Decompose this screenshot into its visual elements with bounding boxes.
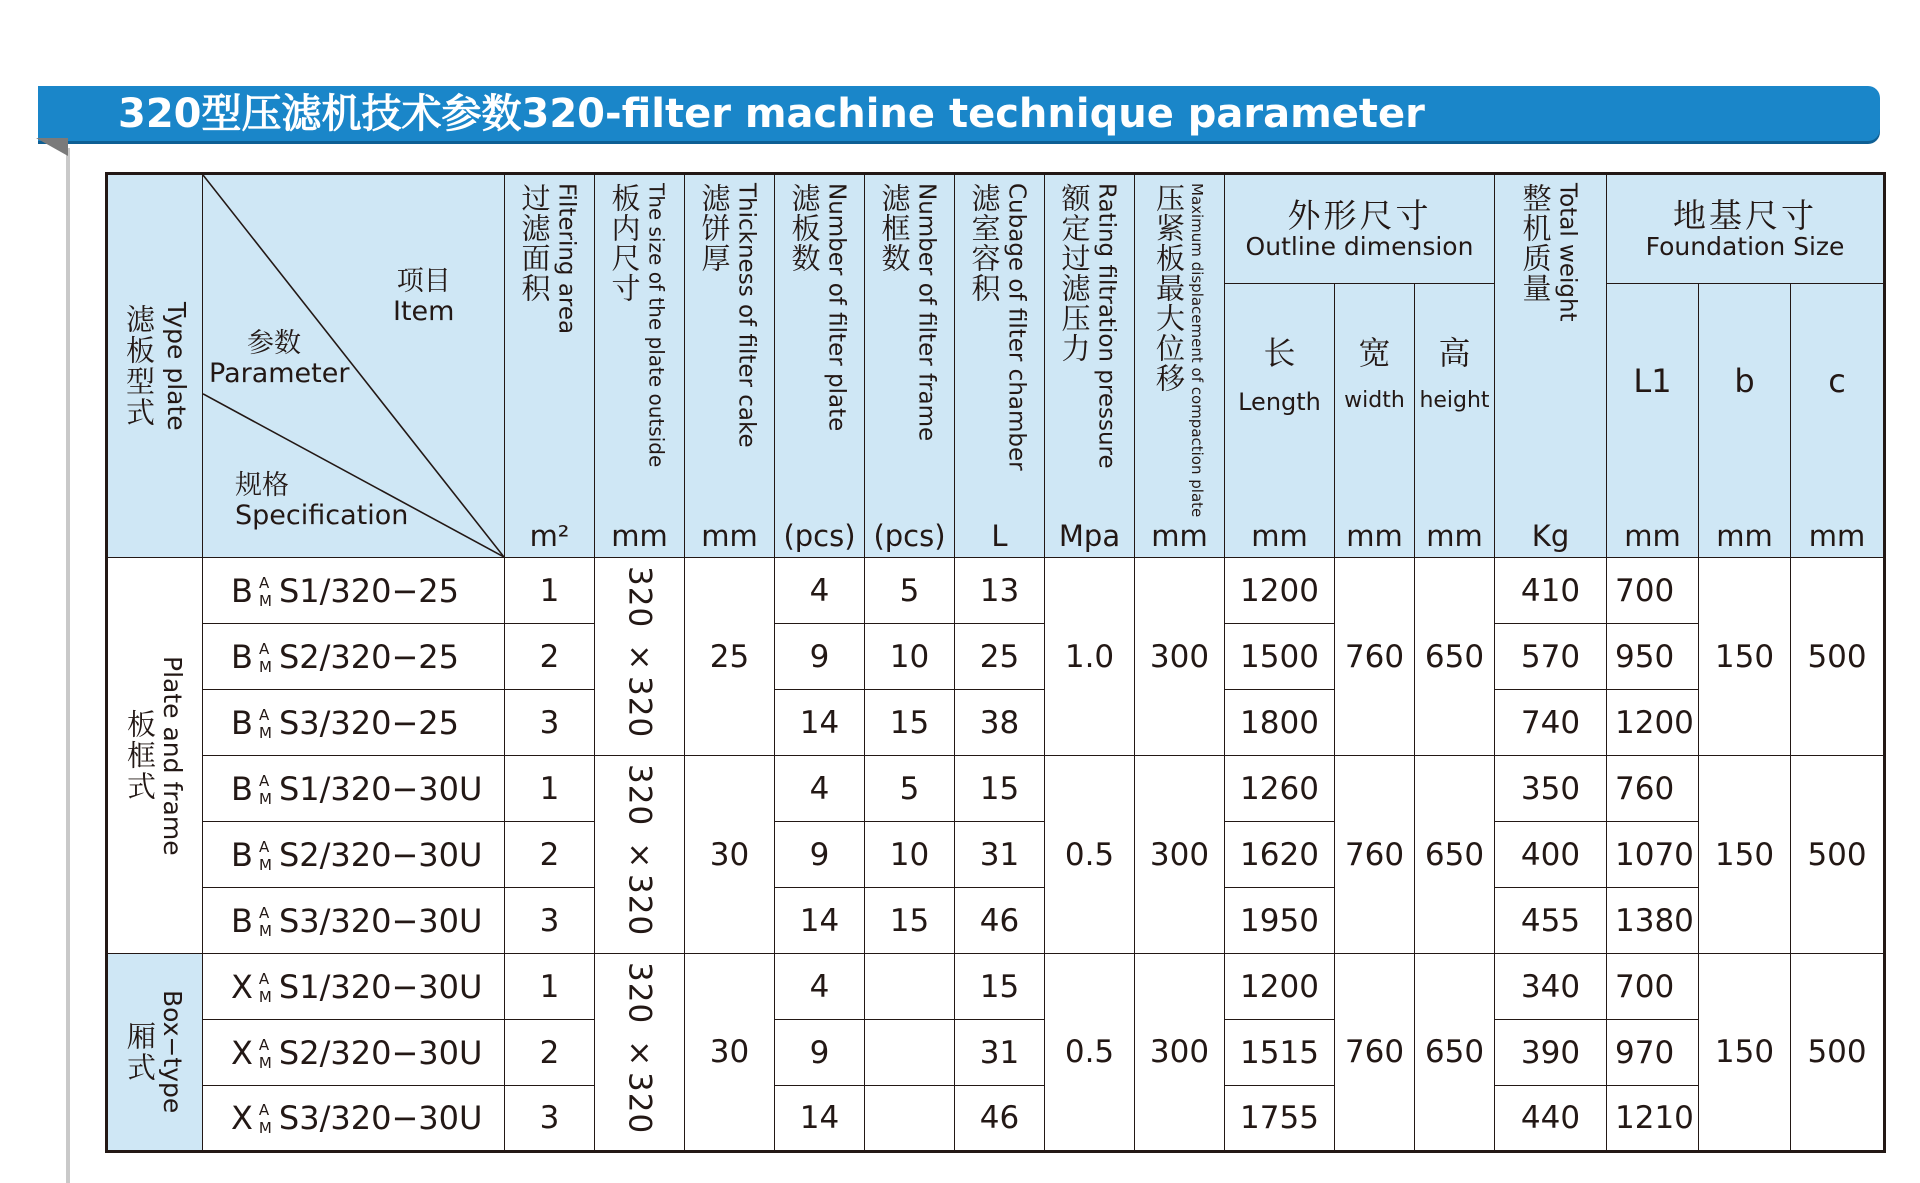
type-plate-en: Type plate [162, 301, 191, 431]
table-row [107, 690, 1885, 756]
spec-prefix: B [231, 835, 253, 874]
table-row [107, 1020, 1885, 1086]
l1-value: 760 [1607, 756, 1699, 822]
header-foundation-size [1607, 174, 1885, 284]
superscript-a: A [258, 837, 270, 856]
item-label [393, 267, 454, 327]
spec-superscript [255, 705, 277, 742]
superscript-m: M [258, 855, 272, 874]
pressure-unit: Mpa [1058, 519, 1121, 553]
header-height [1415, 284, 1495, 558]
spec-code-text: S3/320−30U [278, 1099, 483, 1137]
length-value: 1755 [1225, 1086, 1335, 1152]
spec-superscript [255, 639, 277, 676]
height-value: 650 [1415, 954, 1495, 1152]
superscript-a: A [258, 573, 270, 592]
frame-count-value: 5 [865, 558, 955, 624]
plates-en: Number of filter plate [823, 183, 850, 432]
page-title: 320型压滤机技术参数320-filter machine technique parameter [118, 91, 1425, 137]
parameter-label [209, 329, 349, 389]
spec-superscript [255, 771, 277, 808]
filter-area-value: 2 [505, 822, 595, 888]
header-frame-count [865, 174, 955, 558]
plates-cn: 滤板数 [787, 183, 822, 273]
weight-value: 455 [1495, 888, 1607, 954]
length-en: Length [1238, 388, 1321, 416]
width-value: 760 [1335, 558, 1415, 756]
spec-code-text: S2/320−25 [278, 637, 460, 676]
weight-value: 390 [1495, 1020, 1607, 1086]
length-cn: 长 [1263, 334, 1296, 372]
length-value: 1200 [1225, 558, 1335, 624]
table-row [107, 624, 1885, 690]
superscript-a: A [258, 903, 270, 922]
l1-value: 700 [1607, 558, 1699, 624]
weight-value: 570 [1495, 624, 1607, 690]
superscript-a: A [258, 969, 270, 988]
header-total-weight [1495, 174, 1607, 558]
c-value: 500 [1791, 954, 1885, 1152]
parameter-cn: 参数 [247, 328, 301, 359]
l1-value: 1380 [1607, 888, 1699, 954]
l1-value: 950 [1607, 624, 1699, 690]
chamber-cn: 滤室容积 [967, 183, 1002, 303]
height-cn: 高 [1438, 334, 1471, 372]
spec-code-text: S3/320−25 [278, 703, 460, 742]
spec-code-cell [203, 1086, 505, 1152]
header-c [1791, 284, 1885, 558]
chamber-volume-value: 25 [955, 624, 1045, 690]
spec-prefix: B [231, 901, 253, 940]
spec-code-text: S2/320−30U [278, 835, 483, 874]
spec-superscript [255, 837, 277, 874]
header-cake-thickness [685, 174, 775, 558]
cake-en: Thickness of filter cake [733, 183, 760, 448]
weight-value: 350 [1495, 756, 1607, 822]
filter-area-unit: m² [529, 519, 570, 553]
c-value: 500 [1791, 558, 1885, 756]
specification-cn: 规格 [235, 470, 289, 501]
weight-value: 410 [1495, 558, 1607, 624]
weight-value: 740 [1495, 690, 1607, 756]
weight-en: Total weight [1554, 183, 1581, 322]
specification-en: Specification [235, 500, 409, 531]
superscript-a: A [258, 1101, 270, 1119]
foundation-cn: 地基尺寸 [1673, 196, 1818, 235]
spec-prefix: X [231, 1099, 253, 1137]
plate-count-value: 4 [775, 954, 865, 1020]
chamber-volume-value: 46 [955, 888, 1045, 954]
length-value: 1620 [1225, 822, 1335, 888]
header-row-1 [107, 174, 1885, 284]
frame-count-value: 15 [865, 690, 955, 756]
cake-thickness-value: 25 [685, 558, 775, 756]
spec-code-cell [203, 756, 505, 822]
displacement-value: 300 [1135, 756, 1225, 954]
plate-size-text: 320 ×320 [621, 961, 658, 1135]
header-outline-dimension [1225, 174, 1495, 284]
type-wrap [108, 954, 202, 1150]
b-unit: mm [1716, 519, 1773, 553]
spec-code-cell [203, 954, 505, 1020]
superscript-m: M [258, 987, 272, 1006]
spec-superscript [255, 573, 277, 610]
length-value: 1515 [1225, 1020, 1335, 1086]
superscript-m: M [258, 591, 272, 610]
superscript-a: A [258, 705, 270, 724]
spec-prefix: B [231, 637, 253, 676]
filter-area-value: 3 [505, 888, 595, 954]
chamber-volume-value: 15 [955, 954, 1045, 1020]
frame-count-value [865, 954, 955, 1020]
type-plate-cn: 滤板型式 [122, 304, 156, 428]
displacement-value: 300 [1135, 954, 1225, 1152]
outline-cn: 外形尺寸 [1287, 196, 1432, 235]
length-unit: mm [1251, 519, 1308, 553]
header-type-plate [107, 174, 203, 558]
frames-cn: 滤框数 [877, 183, 912, 273]
frame-count-value: 10 [865, 822, 955, 888]
plate-count-value: 4 [775, 558, 865, 624]
displacement-cn: 压紧板最大位移 [1152, 183, 1186, 393]
displacement-value: 300 [1135, 558, 1225, 756]
filter-area-value: 2 [505, 624, 595, 690]
superscript-m: M [258, 723, 272, 742]
spec-code-cell [203, 690, 505, 756]
pressure-value: 0.5 [1045, 756, 1135, 954]
table-body [107, 558, 1885, 1152]
plate-size-value [595, 954, 685, 1152]
chamber-en: Cubage of filter chamber [1003, 183, 1030, 471]
cake-thickness-value: 30 [685, 756, 775, 954]
length-value: 1800 [1225, 690, 1335, 756]
table-row [107, 756, 1885, 822]
weight-unit: Kg [1531, 519, 1570, 553]
displacement-en: Maximum displacement of compaction plate [1188, 183, 1206, 518]
pressure-cn: 额定过滤压力 [1057, 183, 1092, 363]
table-row [107, 558, 1885, 624]
table-row [107, 888, 1885, 954]
l1-label: L1 [1633, 362, 1672, 400]
specification-label [235, 471, 408, 531]
filter-area-value: 1 [505, 558, 595, 624]
superscript-m: M [258, 921, 272, 940]
spec-prefix: X [231, 967, 253, 1006]
l1-value: 1070 [1607, 822, 1699, 888]
l1-value: 1200 [1607, 690, 1699, 756]
superscript-m: M [258, 1119, 272, 1137]
weight-value: 340 [1495, 954, 1607, 1020]
pressure-en: Rating filtration pressure [1093, 183, 1120, 469]
header-diagonal-cell [203, 174, 505, 558]
c-label: c [1828, 362, 1846, 400]
plate-count-value: 14 [775, 888, 865, 954]
frame-count-value [865, 1020, 955, 1086]
header-plate-size [595, 174, 685, 558]
pressure-value: 1.0 [1045, 558, 1135, 756]
table-row [107, 822, 1885, 888]
width-en: width [1344, 388, 1405, 413]
superscript-m: M [258, 1053, 272, 1072]
foundation-en: Foundation Size [1645, 232, 1845, 261]
plate-size-text: 320 ×320 [621, 566, 658, 739]
type-cn: 板框式 [123, 709, 157, 802]
spec-superscript [255, 903, 277, 940]
l1-value: 970 [1607, 1020, 1699, 1086]
header-chamber-volume [955, 174, 1045, 558]
header-plate-count [775, 174, 865, 558]
width-cn: 宽 [1358, 334, 1391, 372]
filter-area-value: 3 [505, 1086, 595, 1152]
banner-fold [36, 138, 68, 156]
type-en: Box−type [158, 990, 187, 1114]
weight-value: 440 [1495, 1086, 1607, 1152]
superscript-m: M [258, 789, 272, 808]
plate-count-value: 14 [775, 690, 865, 756]
spec-prefix: B [231, 769, 253, 808]
filter-area-value: 3 [505, 690, 595, 756]
spec-code-text: S1/320−25 [278, 571, 460, 610]
l1-value: 1210 [1607, 1086, 1699, 1152]
plate-size-unit: mm [611, 519, 668, 553]
plate-count-value: 9 [775, 624, 865, 690]
type-cn: 厢式 [123, 1021, 157, 1083]
spec-code-cell [203, 558, 505, 624]
displacement-unit: mm [1151, 519, 1208, 553]
plate-size-en: The size of the plate outside [644, 183, 669, 468]
spec-code-cell [203, 822, 505, 888]
cake-thickness-value: 30 [685, 954, 775, 1152]
filter-area-en: Filtering area [553, 183, 580, 335]
chamber-volume-value: 46 [955, 1086, 1045, 1152]
filter-area-cn: 过滤面积 [517, 183, 552, 303]
weight-cn: 整机质量 [1518, 183, 1553, 303]
chamber-unit: L [991, 519, 1008, 553]
spec-superscript [255, 969, 277, 1006]
superscript-m: M [258, 657, 272, 676]
type-cell [107, 954, 203, 1152]
b-value: 150 [1699, 756, 1791, 954]
spec-prefix: X [231, 1033, 253, 1072]
plate-size-text: 320 ×320 [621, 764, 658, 937]
spec-code-text: S1/320−30U [278, 967, 483, 1006]
cake-cn: 滤饼厚 [697, 183, 732, 273]
superscript-a: A [258, 771, 270, 790]
plate-size-cn: 板内尺寸 [607, 183, 642, 303]
table-row [107, 1086, 1885, 1152]
height-unit: mm [1426, 519, 1483, 553]
left-margin-rule [66, 148, 70, 1183]
plate-count-value: 9 [775, 1020, 865, 1086]
filter-area-value: 1 [505, 954, 595, 1020]
superscript-a: A [258, 1035, 270, 1054]
parameter-table [105, 172, 1886, 1153]
plate-size-value [595, 756, 685, 954]
height-en: height [1419, 388, 1490, 413]
width-unit: mm [1346, 519, 1403, 553]
table-row [107, 954, 1885, 1020]
width-value: 760 [1335, 756, 1415, 954]
frames-en: Number of filter frame [913, 183, 940, 442]
pressure-value: 0.5 [1045, 954, 1135, 1152]
item-en: Item [393, 296, 455, 327]
frame-count-value: 10 [865, 624, 955, 690]
l1-unit: mm [1624, 519, 1681, 553]
length-value: 1500 [1225, 624, 1335, 690]
spec-code-text: S1/320−30U [278, 769, 483, 808]
weight-value: 400 [1495, 822, 1607, 888]
title-banner [38, 86, 1880, 141]
c-value: 500 [1791, 756, 1885, 954]
type-wrap [108, 558, 202, 953]
header-filter-pressure [1045, 174, 1135, 558]
spec-prefix: B [231, 571, 253, 610]
chamber-volume-value: 15 [955, 756, 1045, 822]
frame-count-value [865, 1086, 955, 1152]
filter-area-value: 1 [505, 756, 595, 822]
type-cell [107, 558, 203, 954]
spec-superscript [255, 1035, 277, 1072]
superscript-a: A [258, 639, 270, 658]
length-value: 1950 [1225, 888, 1335, 954]
height-value: 650 [1415, 756, 1495, 954]
c-unit: mm [1808, 519, 1866, 553]
width-value: 760 [1335, 954, 1415, 1152]
spec-code-text: S2/320−30U [278, 1033, 483, 1072]
plate-count-value: 9 [775, 822, 865, 888]
frame-count-value: 15 [865, 888, 955, 954]
header-filter-area [505, 174, 595, 558]
spec-code-cell [203, 888, 505, 954]
spec-code-cell [203, 624, 505, 690]
plate-count-value: 4 [775, 756, 865, 822]
b-label: b [1734, 362, 1755, 400]
chamber-volume-value: 31 [955, 822, 1045, 888]
plate-count-value: 14 [775, 1086, 865, 1152]
header-b [1699, 284, 1791, 558]
chamber-volume-value: 13 [955, 558, 1045, 624]
frames-unit: (pcs) [873, 519, 946, 553]
l1-value: 700 [1607, 954, 1699, 1020]
height-value: 650 [1415, 558, 1495, 756]
header-length [1225, 284, 1335, 558]
frame-count-value: 5 [865, 756, 955, 822]
b-value: 150 [1699, 558, 1791, 756]
header-l1 [1607, 284, 1699, 558]
item-cn: 项目 [396, 266, 451, 297]
outline-en: Outline dimension [1245, 232, 1474, 261]
length-value: 1260 [1225, 756, 1335, 822]
plates-unit: (pcs) [783, 519, 856, 553]
parameter-en: Parameter [209, 358, 350, 389]
b-value: 150 [1699, 954, 1791, 1152]
cake-unit: mm [701, 519, 758, 553]
spec-code-cell [203, 1020, 505, 1086]
chamber-volume-value: 38 [955, 690, 1045, 756]
spec-code-text: S3/320−30U [278, 901, 483, 940]
type-en: Plate and frame [158, 655, 187, 856]
chamber-volume-value: 31 [955, 1020, 1045, 1086]
header-width [1335, 284, 1415, 558]
spec-prefix: B [231, 703, 253, 742]
filter-area-value: 2 [505, 1020, 595, 1086]
spec-superscript [255, 1101, 277, 1137]
plate-size-value [595, 558, 685, 756]
length-value: 1200 [1225, 954, 1335, 1020]
header-max-displacement [1135, 174, 1225, 558]
